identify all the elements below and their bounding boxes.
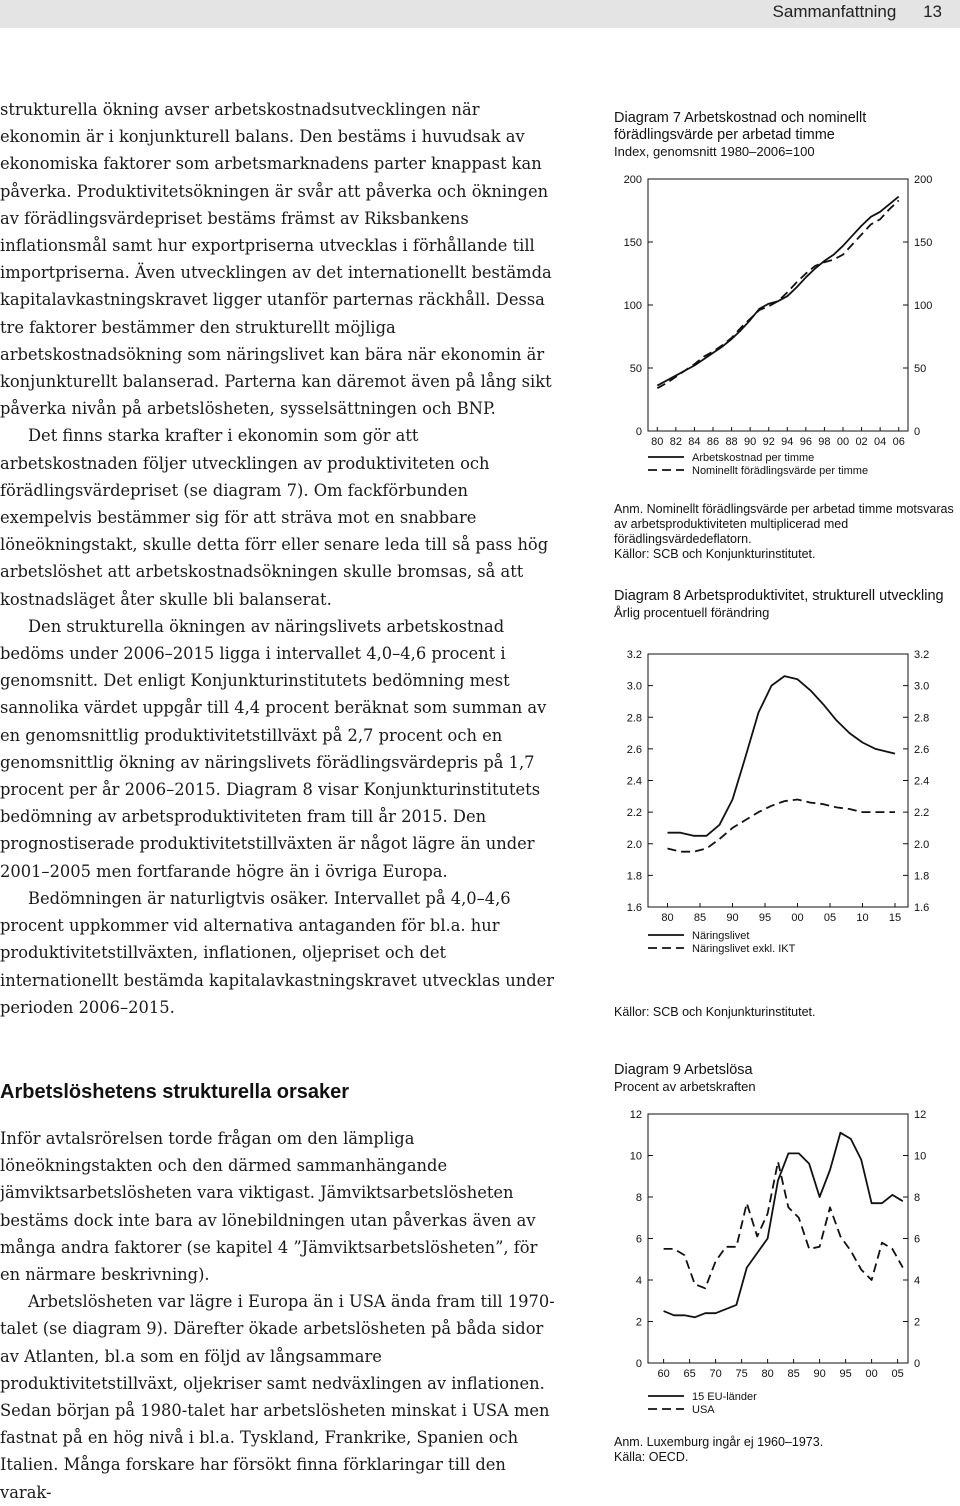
d8-y-tick-right: 1.8 xyxy=(914,870,930,883)
d7-y-tick-right: 100 xyxy=(914,300,933,312)
d7-x-tick-label: 96 xyxy=(799,436,812,448)
d9-x-tick-label: 00 xyxy=(865,1368,878,1380)
section-heading: Arbetslöshetens strukturella orsaker xyxy=(0,1081,350,1103)
d8-y-tick-right: 3.0 xyxy=(914,680,930,693)
header-text xyxy=(773,2,942,22)
diagram-8-subtitle: Årlig procentuell förändring xyxy=(614,605,770,620)
diagram-8-title: Diagram 8 Arbetsproduktivitet, strukturell utveckling xyxy=(614,588,944,604)
d8-legend-label: Näringslivet xyxy=(692,930,750,942)
d7-y-tick-right: 150 xyxy=(914,237,933,249)
d8-y-tick-left: 1.6 xyxy=(626,902,642,914)
d7-x-tick-label: 80 xyxy=(651,436,664,448)
d8-y-tick-left: 2.0 xyxy=(626,838,642,851)
d9-y-tick-right: 2 xyxy=(914,1316,921,1329)
d8-y-tick-right: 1.6 xyxy=(914,902,930,914)
d8-y-tick-right: 2.0 xyxy=(914,838,930,851)
diagram-9-source: Källa: OECD. xyxy=(614,1450,689,1464)
d8-plot-frame xyxy=(648,654,908,907)
d8-y-tick-right: 2.2 xyxy=(914,807,930,820)
d9-y-tick-left: 10 xyxy=(629,1150,642,1163)
diagram-9-note: Anm. Luxemburg ingår ej 1960–1973. xyxy=(614,1435,824,1449)
diagram-9-chart xyxy=(600,1102,960,1426)
d9-plot-frame xyxy=(648,1114,908,1363)
d7-x-tick-label: 90 xyxy=(744,436,757,448)
diagram-7-source: Källor: SCB och Konjunkturinstitutet. xyxy=(614,547,816,561)
d7-x-tick-label: 86 xyxy=(706,436,720,448)
d9-x-tick-label: 05 xyxy=(891,1368,904,1380)
d7-x-tick-label: 92 xyxy=(762,436,775,448)
d8-y-tick-left: 2.2 xyxy=(626,807,642,820)
d9-x-tick-label: 75 xyxy=(735,1368,748,1380)
d7-x-tick-label: 00 xyxy=(836,436,850,448)
d8-y-tick-left: 1.8 xyxy=(626,870,642,883)
d9-legend-label: USA xyxy=(692,1404,715,1416)
d9-y-tick-left: 6 xyxy=(635,1233,642,1246)
diagram-7-subtitle: Index, genomsnitt 1980–2006=100 xyxy=(614,144,815,159)
d9-x-tick-label: 85 xyxy=(787,1368,800,1380)
d9-y-tick-right: 10 xyxy=(914,1150,927,1163)
d7-plot-frame xyxy=(648,179,908,431)
d7-y-tick-right: 50 xyxy=(914,363,927,375)
d7-y-tick-right: 0 xyxy=(914,426,921,438)
d8-y-tick-right: 2.6 xyxy=(914,743,930,756)
d7-legend-label: Arbetskostnad per timme xyxy=(692,452,815,464)
d9-series-line-1 xyxy=(664,1133,903,1318)
diagram-7-note: Anm. Nominellt förädlingsvärde per arbetad timme motsvaras av arbetsproduktiviteten multiplicerad med förädlingsvärdedeflatorn. xyxy=(614,502,954,546)
d9-y-tick-right: 6 xyxy=(914,1233,921,1246)
d8-y-tick-left: 3.2 xyxy=(626,649,642,661)
diagram-9 xyxy=(614,1062,960,1095)
diagram-8-chart xyxy=(600,642,960,977)
d8-x-tick-label: 90 xyxy=(726,912,739,924)
page-number: 13 xyxy=(923,2,942,21)
d8-y-tick-left: 3.0 xyxy=(626,680,642,693)
body-text-top xyxy=(0,96,560,1021)
body-text-bottom xyxy=(0,1125,560,1506)
d8-series-line-1 xyxy=(668,676,896,836)
page-header xyxy=(0,0,960,28)
paragraph: strukturella ökning avser arbetskostnadsutvecklingen när ekonomin är i konjunkturell balans. Den bestäms i huvudsak av ekonomiska faktorer som arbetsmarknadens parter knappast kan påverka. Produktivitetsökningen är svår att påverka och ökningen av förädlingsvärdepriset bestäms främst av Riksbankens inflationsmål samt hur exportpriserna utvecklas i förhållande till importpriserna. Även utvecklingen av det internationellt bestämda kapitalavkastningskravet ligger utanför parternas räckhåll. Dessa tre faktorer bestämmer den strukturellt möjliga arbetskostnadsökning som näringslivet kan bära när ekonomin är konjunkturellt balanserad. Parterna kan däremot även på lång sikt påverka nivån på arbetslösheten, sysselsättningen och BNP. xyxy=(0,100,552,419)
d9-y-tick-right: 12 xyxy=(914,1109,927,1121)
d8-y-tick-right: 2.4 xyxy=(914,775,930,788)
diagram-7-notes xyxy=(614,502,960,562)
d7-y-tick-right: 200 xyxy=(914,174,933,186)
d9-y-tick-left: 12 xyxy=(629,1109,642,1121)
d7-x-tick-label: 94 xyxy=(781,436,794,448)
paragraph: Det finns starka krafter i ekonomin som gör att arbetskostnaden följer utvecklingen av produktiviteten och förädlingsvärdepriset (se diagram 7). Om fackförbunden exempelvis bestämmer sig för att sträva mot en snabbare löneökningstakt, skulle detta förr eller senare leda till så pass hög arbetslöshet att arbetskostnadsökningen skulle bromsas, så att kostnadsläget åter skulle bli balanserat. xyxy=(0,426,549,609)
d9-y-tick-left: 4 xyxy=(635,1275,642,1287)
d9-y-tick-right: 4 xyxy=(914,1275,921,1287)
d9-y-tick-right: 0 xyxy=(914,1358,921,1370)
d9-x-tick-label: 90 xyxy=(813,1368,826,1380)
d8-x-tick-label: 10 xyxy=(856,912,869,924)
d7-y-tick-left: 50 xyxy=(629,363,642,375)
paragraph: Inför avtalsrörelsen torde frågan om den lämpliga löneökningstakten och den därmed sammanhängande jämviktsarbetslösheten vara viktigast. Jämviktsarbetslösheten bestäms dock inte bara av lönebildningen utan påverkas även av många andra faktorer (se kapitel 4 ”Jämviktsarbetslösheten”, för en närmare beskrivning). xyxy=(0,1129,538,1285)
d7-legend-label: Nominellt förädlingsvärde per timme xyxy=(692,465,869,477)
d8-y-tick-left: 2.8 xyxy=(626,712,642,725)
d7-series-line-2 xyxy=(657,200,898,388)
d9-x-tick-label: 65 xyxy=(683,1368,696,1380)
diagram-8 xyxy=(614,588,960,621)
d8-x-tick-label: 95 xyxy=(758,912,772,924)
diagram-9-subtitle: Procent av arbetskraften xyxy=(614,1079,756,1094)
d8-y-tick-right: 2.8 xyxy=(914,712,930,725)
section-name: Sammanfattning xyxy=(772,2,897,21)
d8-series-line-2 xyxy=(668,800,896,852)
d9-y-tick-left: 2 xyxy=(635,1316,642,1329)
d7-y-tick-left: 0 xyxy=(635,426,642,438)
d7-x-tick-label: 84 xyxy=(688,436,701,448)
d7-x-tick-label: 04 xyxy=(874,436,887,448)
diagram-9-title: Diagram 9 Arbetslösa xyxy=(614,1062,753,1078)
diagram-9-notes xyxy=(614,1435,960,1465)
d8-x-tick-label: 00 xyxy=(791,912,804,924)
d8-x-tick-label: 15 xyxy=(888,912,902,924)
d8-y-tick-left: 2.6 xyxy=(626,743,642,756)
d8-y-tick-left: 2.4 xyxy=(626,775,642,788)
d7-y-tick-left: 150 xyxy=(623,237,642,249)
d8-legend-label: Näringslivet exkl. IKT xyxy=(692,943,796,955)
d9-x-tick-label: 80 xyxy=(761,1368,774,1380)
d7-x-tick-label: 02 xyxy=(855,436,868,448)
d7-series-line-1 xyxy=(657,197,898,386)
d8-x-tick-label: 85 xyxy=(693,912,707,924)
d9-y-tick-left: 8 xyxy=(635,1192,642,1204)
d7-x-tick-label: 88 xyxy=(725,436,738,448)
d7-x-tick-label: 06 xyxy=(892,436,905,448)
d9-x-tick-label: 70 xyxy=(709,1368,722,1380)
d7-x-tick-label: 82 xyxy=(669,436,682,448)
d7-x-tick-label: 98 xyxy=(818,436,831,448)
d8-x-tick-label: 80 xyxy=(661,912,674,924)
d7-y-tick-left: 200 xyxy=(623,174,642,186)
d9-y-tick-right: 8 xyxy=(914,1192,921,1204)
diagram-8-notes xyxy=(614,1005,960,1020)
d9-x-tick-label: 95 xyxy=(839,1368,852,1380)
d9-y-tick-left: 0 xyxy=(635,1358,642,1370)
paragraph: Arbetslösheten var lägre i Europa än i USA ända fram till 1970-talet (se diagram 9). Därefter ökade arbetslösheten på båda sidor av Atlanten, bl.a som en följd av långsammare produktivitetstillväxt, oljekriser samt nedväxlingen av inflationen. Sedan början på 1980-talet har arbetslösheten minskat i USA men fastnat på en hög nivå i bl.a. Tyskland, Frankrike, Spanien och Italien. Många forskare har försökt finna förklaringar till den varak- xyxy=(0,1292,555,1502)
d7-y-tick-left: 100 xyxy=(623,300,642,312)
diagram-8-source: Källor: SCB och Konjunkturinstitutet. xyxy=(614,1005,816,1019)
diagram-7-title: Diagram 7 Arbetskostnad och nominellt förädlingsvärde per arbetad timme xyxy=(614,110,867,143)
d9-x-tick-label: 60 xyxy=(657,1368,670,1380)
paragraph: Bedömningen är naturligtvis osäker. Intervallet på 4,0–4,6 procent uppkommer vid alternativa antaganden för bl.a. hur produktivitetstillväxten, inflationen, oljepriset och det internationellt bestämda kapitalavkastningskravet utvecklas under perioden 2006–2015. xyxy=(0,888,555,1017)
diagram-7 xyxy=(614,110,960,160)
diagram-7-chart xyxy=(600,165,960,495)
paragraph: Den strukturella ökningen av näringslivets arbetskostnad bedöms under 2006–2015 ligga i intervallet 4,0–4,6 procent i genomsnitt. Det enligt Konjunkturinstitutets bedömning mest sannolika värdet uppgår till 4,4 procent beräknat som summan av en genomsnittlig produktivitetstillväxt på 2,7 procent och en genomsnittlig ökning av näringslivets förädlingsvärdepris på 1,7 procent per år 2006–2015. Diagram 8 visar Konjunkturinstitutets bedömning av arbetsproduktiviteten fram till år 2015. Den prognostiserade produktivitetstillväxten är något lägre än under 2001–2005 men fortfarande högre än i övriga Europa. xyxy=(0,616,547,881)
d8-x-tick-label: 05 xyxy=(823,912,837,924)
d9-legend-label: 15 EU-länder xyxy=(692,1391,757,1403)
d8-y-tick-right: 3.2 xyxy=(914,649,930,661)
